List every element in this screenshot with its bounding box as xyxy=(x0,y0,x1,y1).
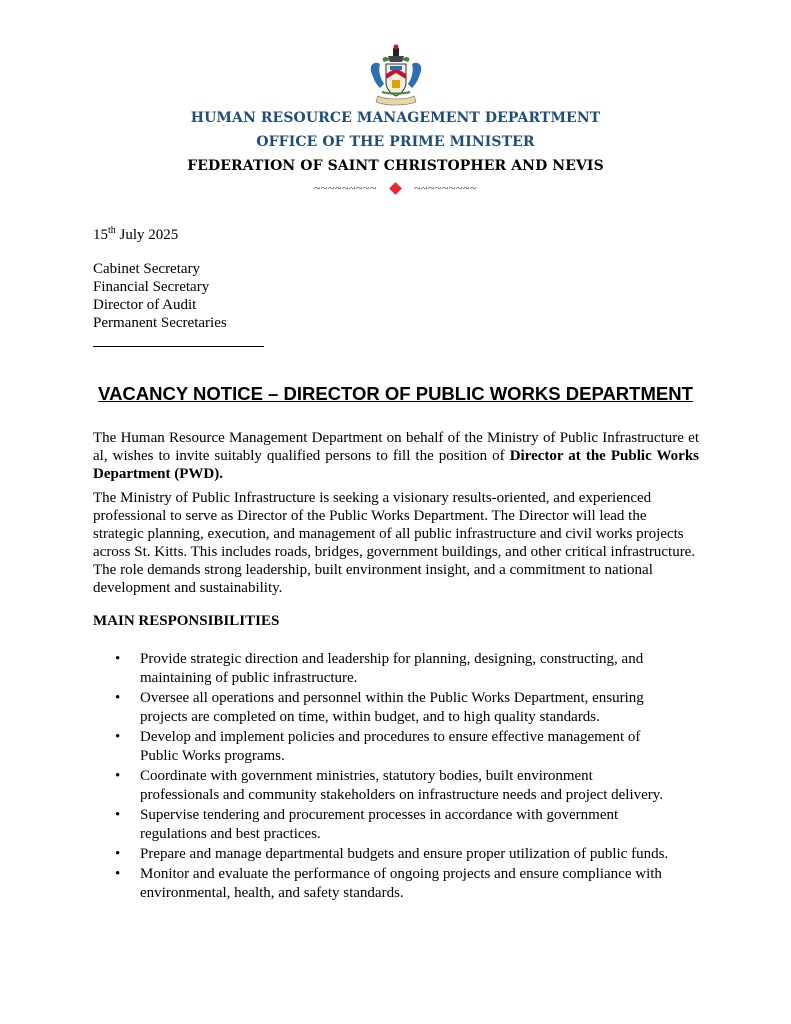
bullet-icon: • xyxy=(115,729,121,745)
list-item xyxy=(93,689,703,727)
list-item-text: Develop and implement policies and procedures to ensure effective management of Public Works programs. xyxy=(140,729,641,764)
list-item-text: Oversee all operations and personnel within the Public Works Department, ensuring projects are completed on time, within budget, and to high quality standards. xyxy=(140,690,644,725)
list-item-text: Coordinate with government ministries, statutory bodies, built environment professionals and community stakeholders on infrastructure needs and project delivery. xyxy=(140,768,664,803)
list-item xyxy=(93,728,703,766)
department-name: HUMAN RESOURCE MANAGEMENT DEPARTMENT xyxy=(190,110,601,126)
divider-tilde-left: ~~~~~~~~~ xyxy=(314,181,377,195)
bullet-icon: • xyxy=(115,807,121,823)
list-item xyxy=(93,845,703,864)
list-item xyxy=(93,806,703,844)
divider-tilde-right: ~~~~~~~~~ xyxy=(414,181,477,195)
list-item-text: Supervise tendering and procurement processes in accordance with government regulations and best practices. xyxy=(140,807,619,842)
position-name: Director at the Public Works Department (PWD). xyxy=(93,448,700,482)
recipient-list xyxy=(93,260,227,332)
date-day: 15 xyxy=(93,227,108,243)
recipient: Financial Secretary xyxy=(93,279,210,295)
date-suffix: th xyxy=(108,225,116,236)
diamond-icon xyxy=(389,182,402,195)
responsibilities-list xyxy=(93,650,703,904)
list-item xyxy=(93,650,703,688)
coat-of-arms-icon xyxy=(366,44,426,108)
recipient: Director of Audit xyxy=(93,297,197,313)
bullet-icon: • xyxy=(115,768,121,784)
notice-title: VACANCY NOTICE – DIRECTOR OF PUBLIC WORKS DEPARTMENT xyxy=(98,383,693,404)
recipient: Permanent Secretaries xyxy=(93,315,227,331)
intro-paragraph xyxy=(93,429,699,483)
responsibilities-heading: MAIN RESPONSIBILITIES xyxy=(93,613,280,629)
letter-date xyxy=(93,225,178,244)
description-paragraph: The Ministry of Public Infrastructure is seeking a visionary results-oriented, and experienced professional to serve as Director of the Public Works Department. The Director will lead the strategic planning, execution, and management of all public infrastructure and civil works projects across St. Kitts. This includes roads, bridges, government buildings, and other critical infrastructure. The role demands strong leadership, built environment insight, and a commitment to national development and sustainability. xyxy=(93,490,696,596)
list-item-text: Provide strategic direction and leadership for planning, designing, constructing, and maintaining of public infrastructure. xyxy=(140,651,644,686)
bullet-icon: • xyxy=(115,866,121,882)
list-item xyxy=(93,865,703,903)
header-divider xyxy=(0,181,791,196)
bullet-icon: • xyxy=(115,690,121,706)
list-item-text: Monitor and evaluate the performance of ongoing projects and ensure compliance with environmental, health, and safety standards. xyxy=(140,866,662,901)
list-item-text: Prepare and manage departmental budgets and ensure proper utilization of public funds. xyxy=(140,846,669,862)
recipient-underline xyxy=(93,346,264,347)
bullet-icon: • xyxy=(115,651,121,667)
office-name: OFFICE OF THE PRIME MINISTER xyxy=(256,134,535,150)
bullet-icon: • xyxy=(115,846,121,862)
recipient: Cabinet Secretary xyxy=(93,261,201,277)
federation-name: FEDERATION OF SAINT CHRISTOPHER AND NEVIS xyxy=(187,158,604,174)
intro-text: The Human Resource Management Department on behalf of the Ministry of Public Infrastructure et al, wishes to invite suitably qualified persons to fill the position of xyxy=(93,430,699,464)
date-month-year: July 2025 xyxy=(115,227,179,243)
list-item xyxy=(93,767,703,805)
